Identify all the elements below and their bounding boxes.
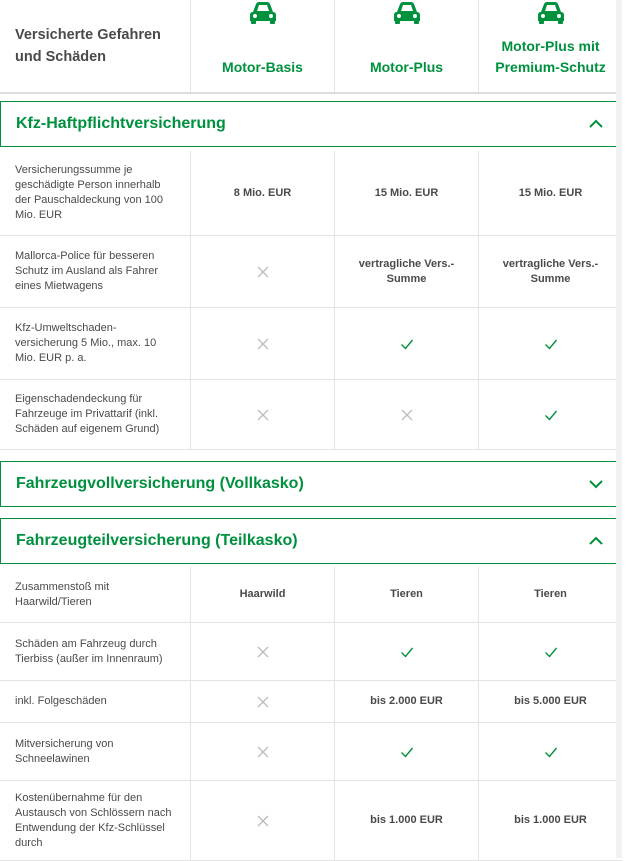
check-icon bbox=[544, 745, 558, 759]
row-value bbox=[478, 623, 622, 680]
cross-icon bbox=[256, 814, 270, 828]
table-row bbox=[0, 308, 622, 380]
row-label: Kfz-Umweltschaden-versicherung 5 Mio., max. 10 Mio. EUR p. a. bbox=[15, 322, 157, 364]
cross-icon bbox=[256, 337, 270, 351]
check-icon bbox=[544, 337, 558, 351]
row-value bbox=[478, 308, 622, 379]
plan-column-motor-basis bbox=[190, 0, 334, 92]
check-icon bbox=[400, 337, 414, 351]
table-row bbox=[0, 567, 622, 623]
row-value: vertragliche Vers.-Summe bbox=[478, 236, 622, 307]
header-first-col bbox=[0, 0, 190, 92]
row-label: Zusammenstoß mit Haarwild/Tieren bbox=[15, 580, 110, 608]
section-rows-teilkasko bbox=[0, 567, 622, 861]
check-icon bbox=[400, 745, 414, 759]
table-row bbox=[0, 781, 622, 861]
table-row bbox=[0, 380, 622, 450]
table-row bbox=[0, 236, 622, 308]
row-label: Schäden am Fahrzeug durch Tierbiss (außer im Innenraum) bbox=[15, 637, 163, 665]
car-icon bbox=[392, 1, 422, 25]
table-row bbox=[0, 723, 622, 781]
row-value: Tieren bbox=[478, 567, 622, 622]
row-label: Eigenschadendeckung für Fahrzeuge im Privattarif (inkl. Schäden auf eigenem Grund) bbox=[15, 393, 160, 435]
row-value: bis 1.000 EUR bbox=[478, 781, 622, 860]
row-label: Kostenübernahme für den Austausch von Schlössern nach Entwendung der Kfz-Schlüssel durch bbox=[15, 791, 172, 849]
row-value bbox=[190, 681, 334, 722]
row-value: 8 Mio. EUR bbox=[190, 151, 334, 235]
cross-icon bbox=[256, 745, 270, 759]
row-value bbox=[190, 723, 334, 780]
cross-icon bbox=[256, 408, 270, 422]
row-value: 15 Mio. EUR bbox=[478, 151, 622, 235]
cross-icon bbox=[256, 645, 270, 659]
section-title: Fahrzeugvollversicherung (Vollkasko) bbox=[16, 475, 304, 492]
row-value bbox=[190, 781, 334, 860]
section-header-vollkasko[interactable] bbox=[0, 461, 620, 507]
check-icon bbox=[400, 645, 414, 659]
row-value bbox=[478, 723, 622, 780]
cross-icon bbox=[256, 265, 270, 279]
row-value: bis 5.000 EUR bbox=[478, 681, 622, 722]
row-label: Mitversicherung von Schneelawinen bbox=[15, 737, 114, 765]
row-value: Tieren bbox=[334, 567, 478, 622]
row-value: bis 2.000 EUR bbox=[334, 681, 478, 722]
row-value bbox=[190, 380, 334, 449]
table-row bbox=[0, 623, 622, 681]
row-value: vertragliche Vers.-Summe bbox=[334, 236, 478, 307]
header-first-col-label: Versicherte Gefahren und Schäden bbox=[15, 27, 161, 65]
row-value bbox=[334, 723, 478, 780]
scrollbar-track[interactable] bbox=[616, 0, 622, 858]
section-title: Kfz-Haftpflichtversicherung bbox=[16, 115, 226, 132]
chevron-down-icon[interactable] bbox=[588, 479, 604, 489]
table-row bbox=[0, 151, 622, 236]
section-header-teilkasko[interactable] bbox=[0, 518, 620, 564]
check-icon bbox=[544, 645, 558, 659]
row-value: bis 1.000 EUR bbox=[334, 781, 478, 860]
row-value bbox=[190, 236, 334, 307]
plan-column-motor-plus bbox=[334, 0, 478, 92]
plan-name: Motor-Plus bbox=[369, 59, 444, 75]
row-value bbox=[478, 380, 622, 449]
table-row bbox=[0, 681, 622, 723]
section-header-haftpflicht[interactable] bbox=[0, 101, 620, 147]
plan-column-motor-plus-premium bbox=[478, 0, 622, 92]
row-value bbox=[334, 308, 478, 379]
table-header bbox=[0, 0, 622, 94]
section-rows-haftpflicht bbox=[0, 151, 622, 450]
row-label: Versicherungssumme je geschädigte Person innerhalb der Pauschaldeckung von 100 Mio. EUR bbox=[15, 164, 163, 221]
section-title: Fahrzeugteilversicherung (Teilkasko) bbox=[16, 532, 298, 549]
plan-name: Motor-Plus mit Premium-Schutz bbox=[495, 38, 606, 75]
row-label: inkl. Folgeschäden bbox=[15, 695, 107, 707]
row-value bbox=[334, 623, 478, 680]
row-value: Haarwild bbox=[190, 567, 334, 622]
car-icon bbox=[248, 1, 278, 25]
car-icon bbox=[536, 1, 566, 25]
check-icon bbox=[544, 408, 558, 422]
row-value bbox=[190, 308, 334, 379]
plan-name: Motor-Basis bbox=[222, 59, 303, 75]
row-value bbox=[334, 380, 478, 449]
cross-icon bbox=[400, 408, 414, 422]
row-label: Mallorca-Police für besseren Schutz im Ausland als Fahrer eines Mietwagens bbox=[15, 250, 159, 292]
chevron-up-icon[interactable] bbox=[588, 119, 604, 129]
cross-icon bbox=[256, 695, 270, 709]
row-value bbox=[190, 623, 334, 680]
chevron-up-icon[interactable] bbox=[588, 536, 604, 546]
row-value: 15 Mio. EUR bbox=[334, 151, 478, 235]
